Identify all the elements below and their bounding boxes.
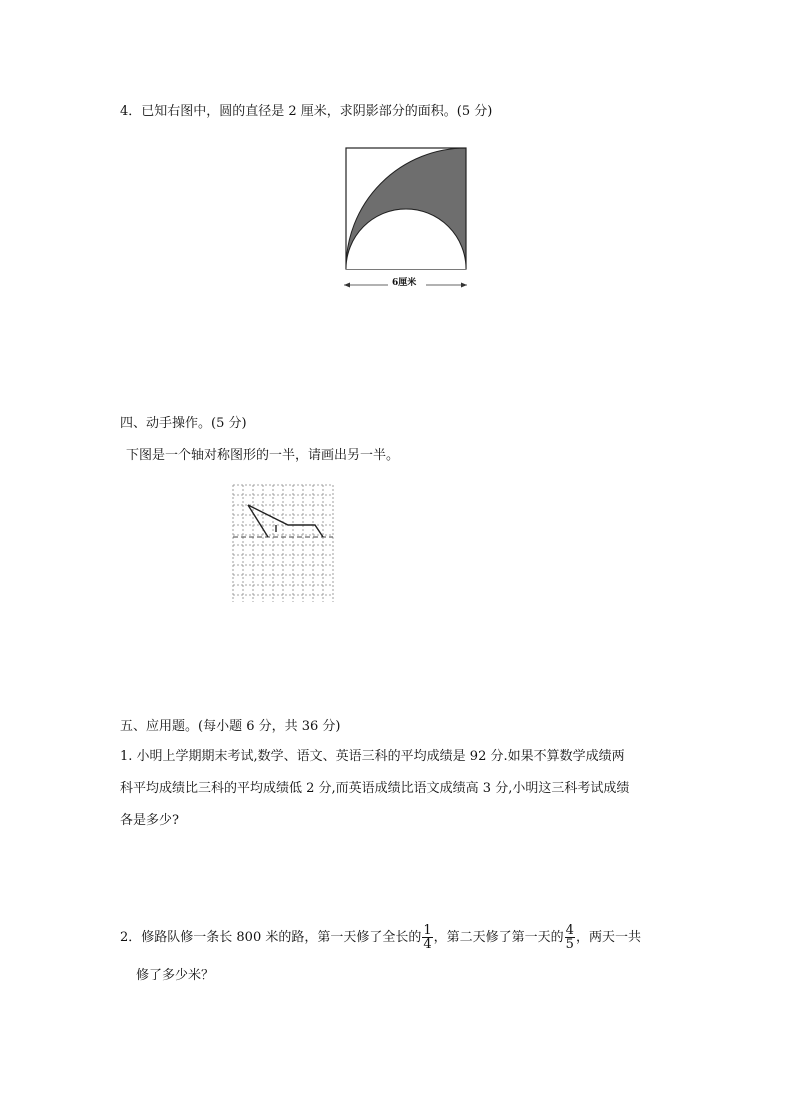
figure-dimension-label: 6厘米 bbox=[392, 278, 417, 288]
q2-text-part2: ，第二天修了第一天的 bbox=[433, 930, 564, 945]
section-5-q1-line1: 1. 小明上学期期末考试,数学、语文、英语三科的平均成绩是 92 分.如果不算数学成绩两 bbox=[120, 749, 625, 764]
half-shape bbox=[248, 505, 323, 537]
section-5-title: 五、应用题。(每小题 6 分，共 36 分) bbox=[120, 719, 341, 734]
section-5-q2-line1 bbox=[120, 920, 641, 956]
q2-text-part1: 2．修路队修一条长 800 米的路，第一天修了全长的 bbox=[120, 930, 422, 945]
section-5-q1-line3: 各是多少? bbox=[120, 813, 179, 828]
fraction-one-quarter: $\frac{1}{4}$ bbox=[423, 923, 432, 952]
section-4-title: 四、动手操作。(5 分) bbox=[120, 416, 247, 431]
shaded-area-figure bbox=[340, 145, 470, 295]
symmetry-grid-figure bbox=[230, 482, 340, 602]
fraction-four-fifths: $\frac{4}{5}$ bbox=[565, 923, 574, 952]
q2-text-part3: ，两天一共 bbox=[575, 930, 641, 945]
section-4-instruction: 下图是一个轴对称图形的一半，请画出另一半。 bbox=[126, 448, 400, 463]
question-4-text: 4．已知右图中，圆的直径是 2 厘米，求阴影部分的面积。(5 分) bbox=[120, 104, 493, 119]
section-5-q2-line2: 修了多少米？ bbox=[136, 968, 215, 983]
section-5-q1-line2: 科平均成绩比三科的平均成绩低 2 分,而英语成绩比语文成绩高 3 分,小明这三科考试成绩 bbox=[120, 781, 630, 796]
